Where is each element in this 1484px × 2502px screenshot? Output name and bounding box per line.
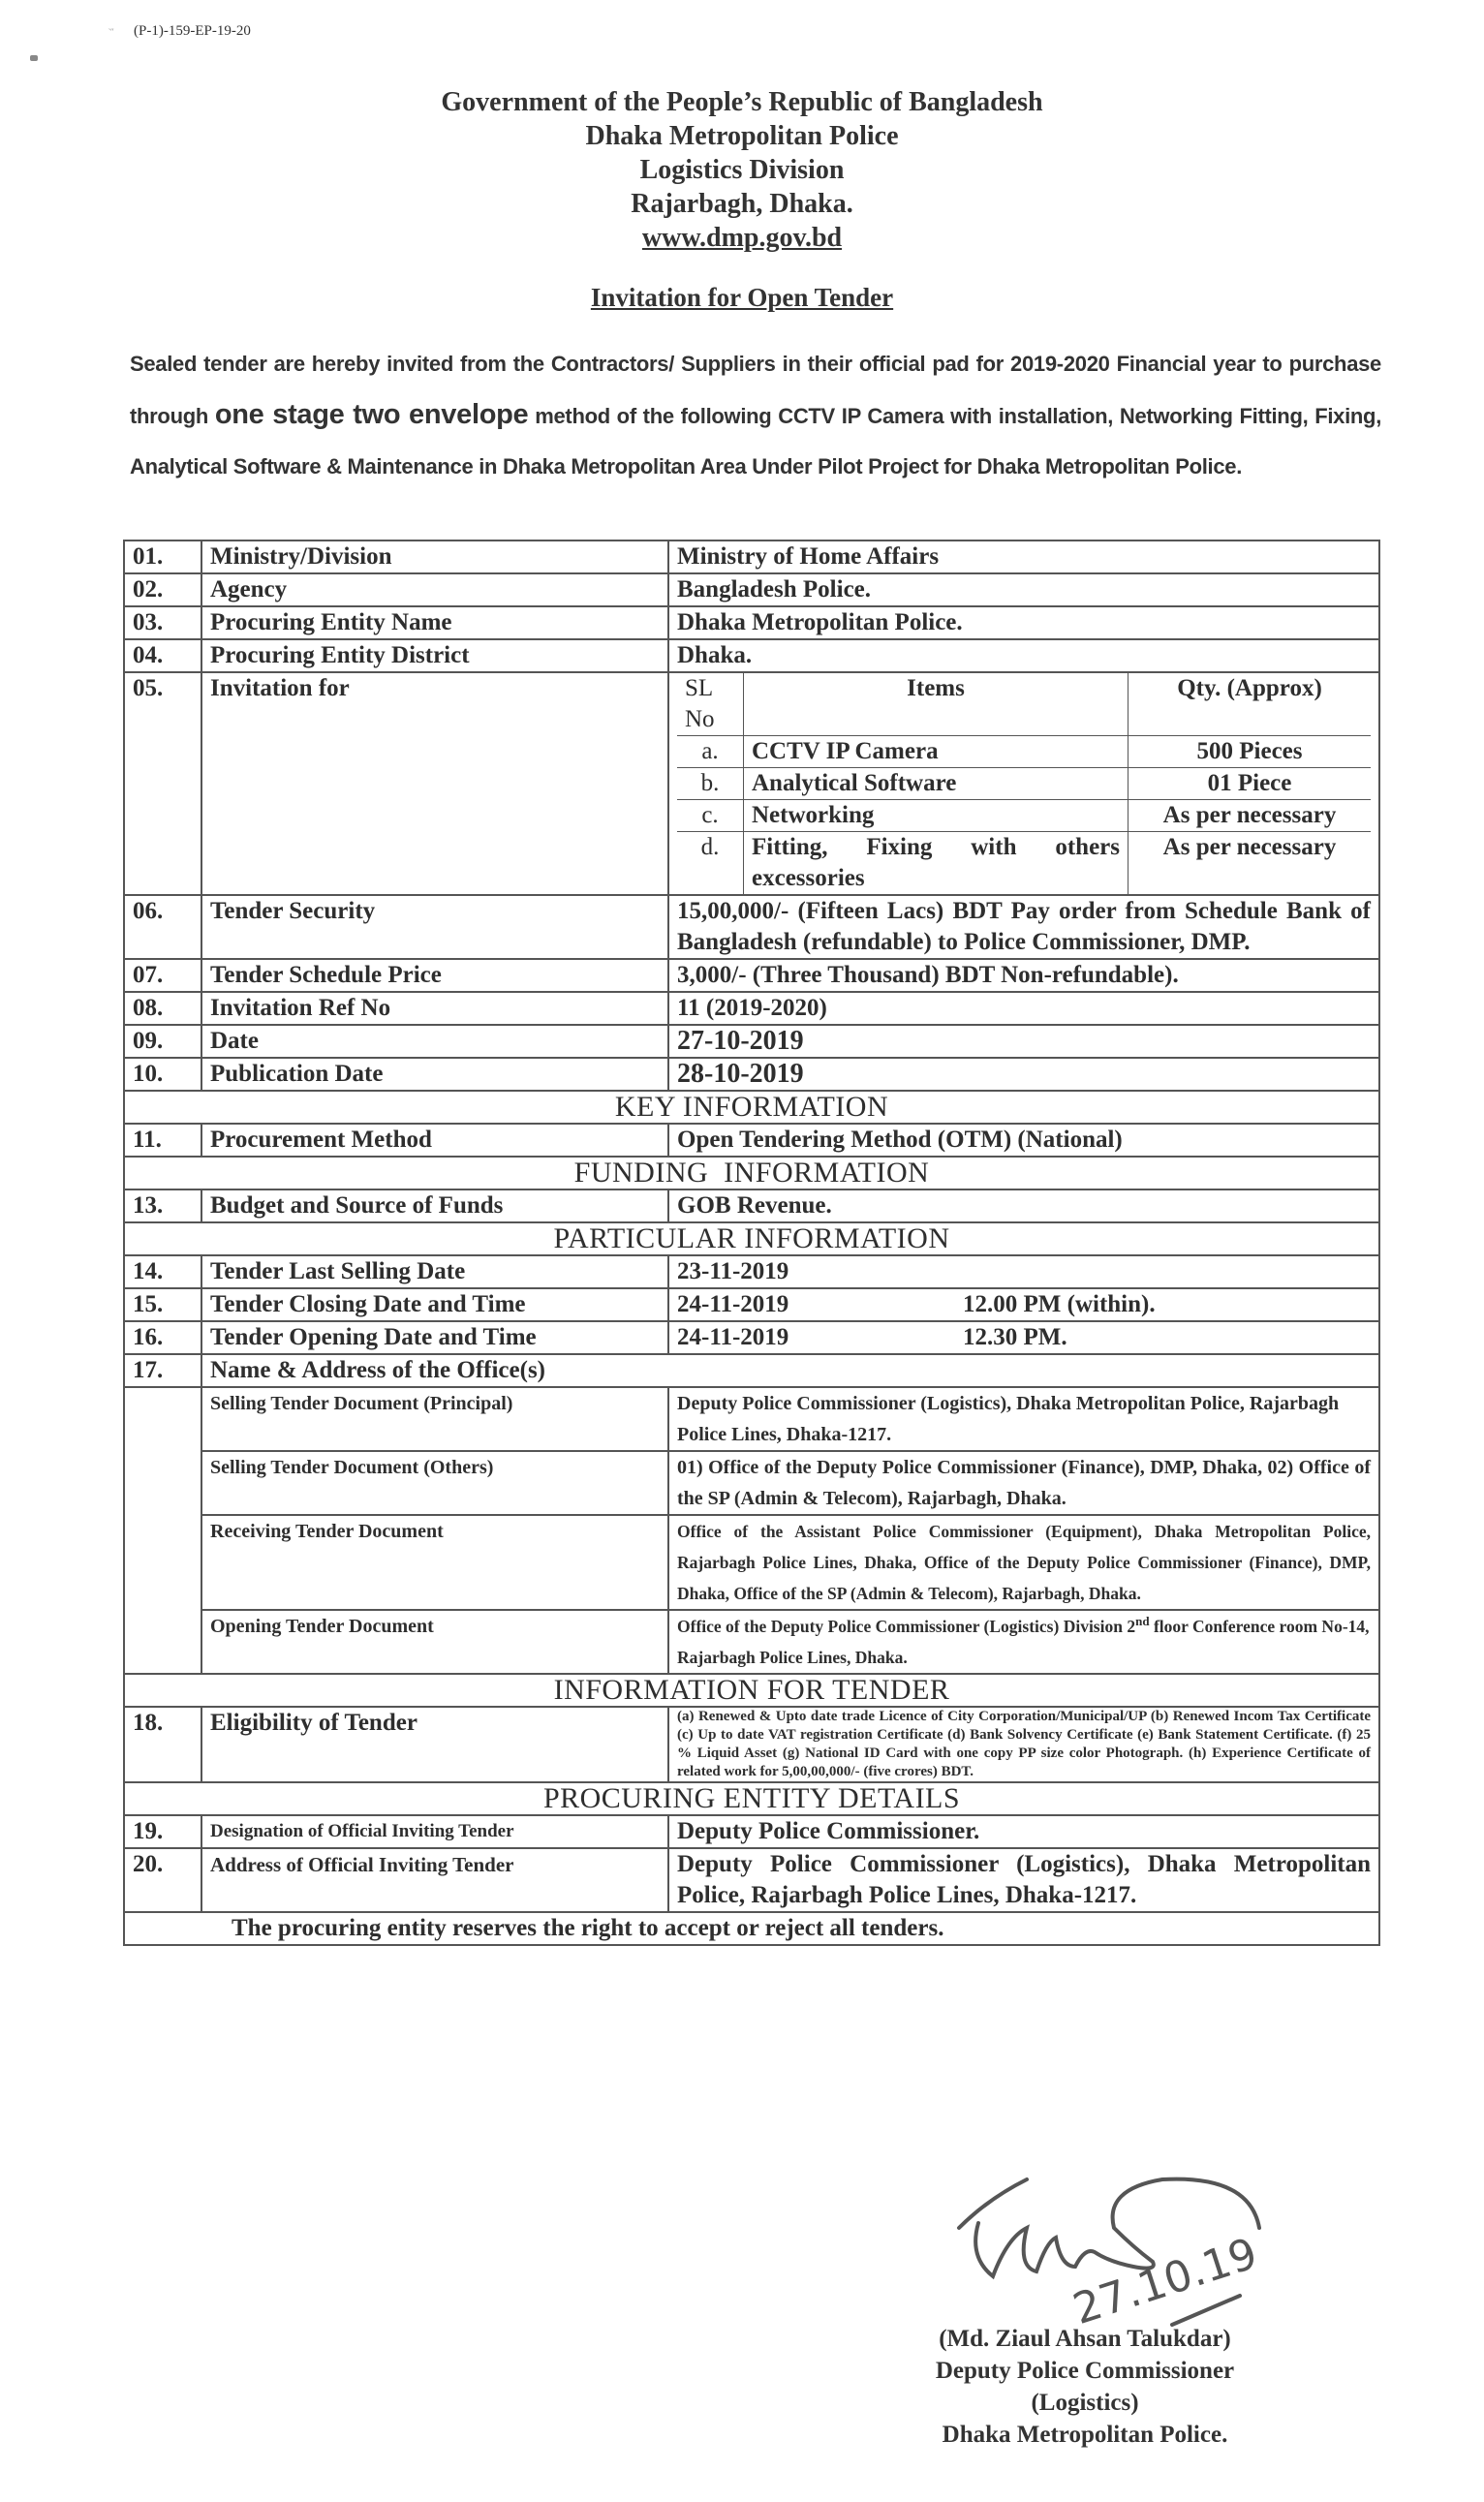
items-cell (668, 672, 1379, 895)
section-header-row (124, 1782, 1379, 1815)
handwritten-date: 27.10.19 (1067, 2228, 1264, 2335)
office-row (124, 1515, 1379, 1610)
row-label: Agency (201, 573, 668, 606)
opening-date: 24-11-2019 (677, 1324, 789, 1350)
row-number: 03. (124, 606, 201, 639)
items-header-row (677, 673, 1371, 736)
row-number: 09. (124, 1025, 201, 1058)
row-value: 28-10-2019 (668, 1058, 1379, 1091)
table-row (124, 992, 1379, 1025)
table-row (124, 1848, 1379, 1912)
header-location: Rajarbagh, Dhaka. (631, 189, 853, 219)
table-row (124, 1815, 1379, 1848)
row-label: Eligibility of Tender (201, 1707, 668, 1782)
row-label: Name & Address of the Office(s) (201, 1354, 1379, 1387)
signatory-designation: Deputy Police Commissioner (935, 2358, 1235, 2384)
ordinal-suffix: nd (1135, 1614, 1150, 1629)
row-value: 23-11-2019 (668, 1255, 1379, 1288)
office-value (668, 1610, 1379, 1674)
section-procuring-entity-details: PROCURING ENTITY DETAILS (124, 1782, 1379, 1815)
item-name: Fitting, Fixing with others excessories (744, 832, 1128, 895)
letterhead (0, 85, 1484, 255)
items-table (677, 673, 1371, 894)
table-row (124, 672, 1379, 895)
item-name: CCTV IP Camera (744, 736, 1128, 768)
row-number: 16. (124, 1321, 201, 1354)
row-value: (a) Renewed & Upto date trade Licence of City Corporation/Municipal/UP (b) Renewed Incom Tax Certificate (c) Up to date VAT registration Certificate (d) Bank Solvency Certificate (e) Bank Statement Certificate. (f) 25 % Liquid Asset (g) National ID Card with one copy PP size color Photograph. (h) Experience Certificate of related work for 5,00,00,000/- (five crores) BDT. (668, 1707, 1379, 1782)
row-value: 3,000/- (Three Thousand) BDT Non-refundable). (668, 959, 1379, 992)
document-title: Invitation for Open Tender (590, 283, 894, 312)
table-row (124, 541, 1379, 573)
intro-text-1: Sealed tender are hereby invited from the Contractors/ Suppliers in their official pad for 2019-2020 Financial year to purchase through (130, 352, 1381, 428)
intro-paragraph (130, 339, 1381, 492)
row-number: 18. (124, 1707, 201, 1782)
section-header-row (124, 1157, 1379, 1189)
item-row (677, 800, 1371, 832)
row-label: Tender Opening Date and Time (201, 1321, 668, 1354)
header-division: Logistics Division (639, 155, 845, 185)
reference-number: (P-1)-159-EP-19-20 (134, 23, 251, 39)
table-row (124, 606, 1379, 639)
row-number: 02. (124, 573, 201, 606)
scan-speck (30, 55, 38, 61)
intro-emphasis: one stage two envelope (214, 399, 529, 430)
office-value-part: Office of the Deputy Police Commissioner (Logistics) Division 2 (677, 1617, 1136, 1636)
row-value (668, 1288, 1379, 1321)
scan-mark: ‵″ (108, 27, 114, 37)
row-value: Bangladesh Police. (668, 573, 1379, 606)
row-label: Publication Date (201, 1058, 668, 1091)
signatory-organization: Dhaka Metropolitan Police. (942, 2422, 1228, 2448)
section-header-row (124, 1222, 1379, 1255)
footer-row (124, 1912, 1379, 1945)
row-number: 04. (124, 639, 201, 672)
closing-date: 24-11-2019 (677, 1291, 789, 1317)
row-number: 07. (124, 959, 201, 992)
office-label: Selling Tender Document (Principal) (201, 1387, 668, 1451)
row-value: Dhaka. (668, 639, 1379, 672)
header-organization: Dhaka Metropolitan Police (585, 121, 899, 151)
row-label: Tender Last Selling Date (201, 1255, 668, 1288)
item-sl: a. (677, 736, 744, 768)
row-value: 27-10-2019 (668, 1025, 1379, 1058)
row-value: Ministry of Home Affairs (668, 541, 1379, 573)
row-number: 19. (124, 1815, 201, 1848)
items-header-items: Items (744, 673, 1128, 736)
row-label: Procuring Entity Name (201, 606, 668, 639)
table-row (124, 959, 1379, 992)
section-particular-information: PARTICULAR INFORMATION (124, 1222, 1379, 1255)
header-government: Government of the People’s Republic of Bangladesh (441, 87, 1043, 117)
table-row (124, 1255, 1379, 1288)
table-row (124, 895, 1379, 959)
row-number: 20. (124, 1848, 201, 1912)
office-row (124, 1451, 1379, 1515)
row-label: Budget and Source of Funds (201, 1189, 668, 1222)
row-label: Date (201, 1025, 668, 1058)
reservation-note: The procuring entity reserves the right to accept or reject all tenders. (124, 1912, 1379, 1945)
section-funding-information: FUNDING INFORMATION (124, 1157, 1379, 1189)
table-row (124, 1058, 1379, 1091)
item-name: Networking (744, 800, 1128, 832)
signatory-division: (Logistics) (1031, 2390, 1139, 2416)
item-sl: d. (677, 832, 744, 895)
item-qty: 500 Pieces (1128, 736, 1372, 768)
row-value (668, 1321, 1379, 1354)
table-row (124, 1124, 1379, 1157)
table-row (124, 1707, 1379, 1782)
row-value: Open Tendering Method (OTM) (National) (668, 1124, 1379, 1157)
row-label: Tender Security (201, 895, 668, 959)
table-row (124, 639, 1379, 672)
row-value: GOB Revenue. (668, 1189, 1379, 1222)
office-label: Selling Tender Document (Others) (201, 1451, 668, 1515)
row-value: 15,00,000/- (Fifteen Lacs) BDT Pay order from Schedule Bank of Bangladesh (refundable) to Police Commissioner, DMP. (668, 895, 1379, 959)
item-row (677, 768, 1371, 800)
row-number: 05. (124, 672, 201, 895)
row-number: 13. (124, 1189, 201, 1222)
office-value: Deputy Police Commissioner (Logistics), Dhaka Metropolitan Police, Rajarbagh Police Lines, Dhaka-1217. (668, 1387, 1379, 1451)
row-label: Tender Schedule Price (201, 959, 668, 992)
signature-block (872, 2323, 1298, 2451)
section-key-information: KEY INFORMATION (124, 1091, 1379, 1124)
row-label: Procuring Entity District (201, 639, 668, 672)
section-information-for-tender: INFORMATION FOR TENDER (124, 1674, 1379, 1707)
row-value: Deputy Police Commissioner (Logistics), Dhaka Metropolitan Police, Rajarbagh Police Lines, Dhaka-1217. (668, 1848, 1379, 1912)
row-number: 11. (124, 1124, 201, 1157)
table-row (124, 1288, 1379, 1321)
row-label: Invitation Ref No (201, 992, 668, 1025)
section-header-row (124, 1674, 1379, 1707)
row-label: Invitation for (201, 672, 668, 895)
table-row (124, 1189, 1379, 1222)
table-row (124, 1025, 1379, 1058)
item-row (677, 832, 1371, 895)
signatory-name: (Md. Ziaul Ahsan Talukdar) (939, 2326, 1231, 2352)
row-label: Procurement Method (201, 1124, 668, 1157)
office-value: Office of the Assistant Police Commissioner (Equipment), Dhaka Metropolitan Police, Rajarbagh Police Lines, Dhaka, Office of the Deputy Police Commissioner (Finance), DMP, Dhaka, Office of the SP (Admin & Telecom), Rajarbagh, Dhaka. (668, 1515, 1379, 1610)
table-row (124, 1321, 1379, 1354)
office-value-part: floor Conference room No-14, Rajarbagh Police Lines, Dhaka. (677, 1617, 1370, 1667)
row-number: 14. (124, 1255, 201, 1288)
row-label: Address of Official Inviting Tender (201, 1848, 668, 1912)
office-value: 01) Office of the Deputy Police Commissioner (Finance), DMP, Dhaka, 02) Office of the SP (Admin & Telecom), Rajarbagh, Dhaka. (668, 1451, 1379, 1515)
closing-time: 12.00 PM (within). (963, 1291, 1156, 1317)
row-value: Deputy Police Commissioner. (668, 1815, 1379, 1848)
row-number: 17. (124, 1354, 201, 1387)
office-label: Receiving Tender Document (201, 1515, 668, 1610)
section-header-row (124, 1091, 1379, 1124)
items-header-qty: Qty. (Approx) (1128, 673, 1372, 736)
office-row (124, 1610, 1379, 1674)
row-number: 15. (124, 1288, 201, 1321)
office-label: Opening Tender Document (201, 1610, 668, 1674)
row-number: 10. (124, 1058, 201, 1091)
row-value: Dhaka Metropolitan Police. (668, 606, 1379, 639)
row-number: 01. (124, 541, 201, 573)
item-qty: As per necessary (1162, 834, 1337, 860)
row-label: Tender Closing Date and Time (201, 1288, 668, 1321)
table-row (124, 573, 1379, 606)
opening-time: 12.30 PM. (963, 1324, 1067, 1350)
row-number: 06. (124, 895, 201, 959)
office-row (124, 1387, 1379, 1451)
item-sl: b. (677, 768, 744, 800)
website-link[interactable]: www.dmp.gov.bd (641, 223, 843, 253)
item-sl: c. (677, 800, 744, 832)
empty-cell (124, 1387, 201, 1674)
item-name: Analytical Software (744, 768, 1128, 800)
tender-table (123, 540, 1380, 1946)
intro-text-2: method of the following CCTV IP Camera with installation, Networking Fitting, Fixing, Analytical Software & Maintenance in Dhaka Metropolitan Area Under Pilot Project for Dhaka Metropolitan Police. (130, 404, 1382, 479)
item-qty: As per necessary (1128, 800, 1372, 832)
row-number: 08. (124, 992, 201, 1025)
item-row (677, 736, 1371, 768)
item-qty: 01 Piece (1128, 768, 1372, 800)
row-value: 11 (2019-2020) (668, 992, 1379, 1025)
row-label: Designation of Official Inviting Tender (201, 1815, 668, 1848)
row-label: Ministry/Division (201, 541, 668, 573)
table-row (124, 1354, 1379, 1387)
items-header-sl: SL No (677, 673, 744, 736)
